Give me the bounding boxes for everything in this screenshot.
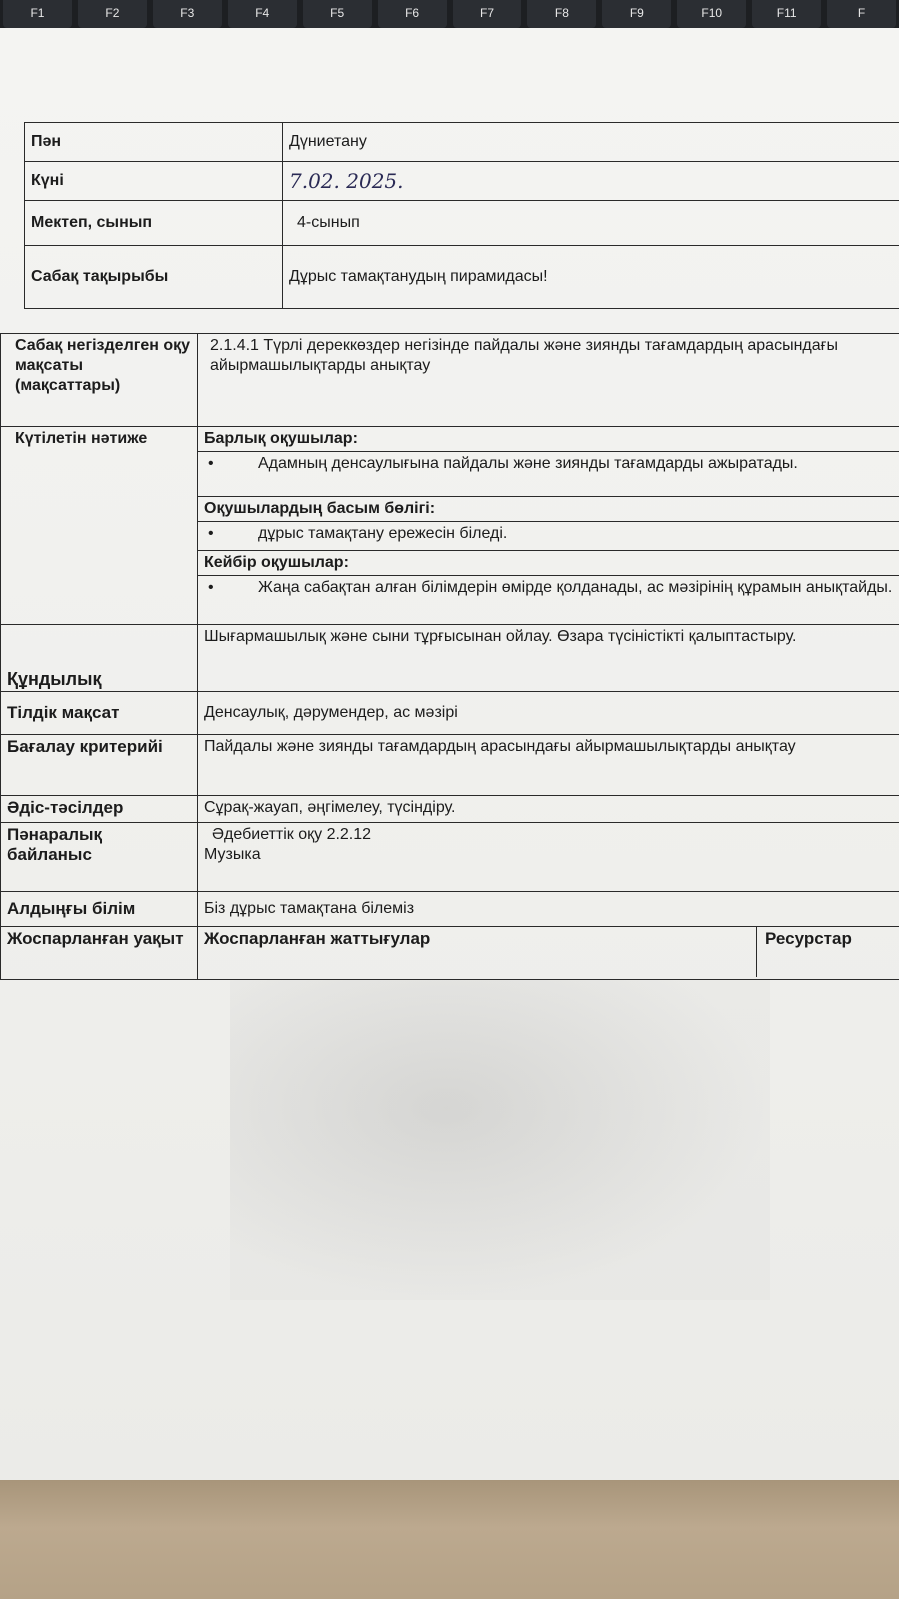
row-objective xyxy=(1,334,899,427)
crosslink-text1: Әдебиеттік оқу 2.2.12 xyxy=(212,826,372,843)
crosslink-text2: Музыка xyxy=(204,846,261,863)
keyboard-key: F5 xyxy=(303,0,372,28)
keyboard-key: F4 xyxy=(228,0,297,28)
group-bullet-item xyxy=(198,576,899,625)
row-language xyxy=(1,692,899,735)
header-value: Дұрыс тамақтанудың пирамидасы! xyxy=(283,246,899,309)
header-value: Дүниетану xyxy=(283,123,899,162)
handwritten-date: 7.02. 2025. xyxy=(283,162,899,201)
bullet: • xyxy=(208,579,214,596)
lesson-plan-table xyxy=(0,333,899,980)
row-planned xyxy=(1,927,899,980)
objective-text: 2.1.4.1 Түрлі дереккөздер негізінде пайдалы және зиянды тағамдардың арасындағы айырмашылықтарды анықтау xyxy=(198,334,899,427)
group-text: Жаңа сабақтан алған білімдерін өмірде қолданады, ас мәзірінің құрамын анықтайды. xyxy=(258,579,893,596)
keyboard-key: F11 xyxy=(752,0,821,28)
group-bullet-item xyxy=(198,452,899,497)
header-label: Сабақ тақырыбы xyxy=(25,246,283,309)
prior-label: Алдыңғы білім xyxy=(1,892,198,927)
values-label: Құндылық xyxy=(1,625,198,692)
header-row-date xyxy=(25,162,899,201)
keyboard-key: F2 xyxy=(78,0,147,28)
assessment-label: Бағалау критерийі xyxy=(1,735,198,796)
row-values xyxy=(1,625,899,692)
header-value: 4-сынып xyxy=(283,201,899,246)
header-row-topic xyxy=(25,246,899,309)
desk-surface xyxy=(0,1480,899,1599)
keyboard-key: F1 xyxy=(3,0,72,28)
bullet: • xyxy=(208,455,214,472)
time-label: Жоспарланған уақыт xyxy=(1,927,198,980)
group-text: дұрыс тамақтану ережесін біледі. xyxy=(258,525,508,542)
keyboard-key: F3 xyxy=(153,0,222,28)
planned-cell xyxy=(198,927,899,980)
header-label: Пән xyxy=(25,123,283,162)
row-outcome xyxy=(1,427,899,452)
keyboard-key: F10 xyxy=(677,0,746,28)
language-label: Тілдік мақсат xyxy=(1,692,198,735)
header-label: Мектеп, сынып xyxy=(25,201,283,246)
keyboard-key: F6 xyxy=(378,0,447,28)
crosslink-cell xyxy=(198,823,899,892)
header-label: Күні xyxy=(25,162,283,201)
row-crosslink xyxy=(1,823,899,892)
group-title: Оқушылардың басым бөлігі: xyxy=(198,497,899,522)
keyboard-key: F xyxy=(827,0,896,28)
bleed-through-image xyxy=(230,980,770,1300)
language-text: Денсаулық, дәрумендер, ас мәзірі xyxy=(198,692,899,735)
bullet: • xyxy=(208,525,214,542)
outcome-label: Күтілетін нәтиже xyxy=(1,427,198,625)
row-methods xyxy=(1,796,899,823)
values-text: Шығармашылық және сыни тұрғысынан ойлау. Өзара түсіністікті қалыптастыру. xyxy=(198,625,899,692)
row-prior xyxy=(1,892,899,927)
resources-label: Ресурстар xyxy=(756,927,899,977)
group-title: Кейбір оқушылар: xyxy=(198,551,899,576)
objective-label: Сабақ негізделген оқу мақсаты (мақсаттары) xyxy=(1,334,198,427)
keyboard-key: F7 xyxy=(453,0,522,28)
keyboard-key: F8 xyxy=(527,0,596,28)
header-row-subject xyxy=(25,123,899,162)
assessment-text: Пайдалы және зиянды тағамдардың арасындағы айырмашылықтарды анықтау xyxy=(198,735,899,796)
header-table xyxy=(24,122,899,309)
activities-label: Жоспарланған жаттығулар xyxy=(204,929,431,948)
header-row-class xyxy=(25,201,899,246)
group-bullet-item xyxy=(198,522,899,551)
group-title: Барлық оқушылар: xyxy=(198,427,899,452)
methods-label: Әдіс-тәсілдер xyxy=(1,796,198,823)
methods-text: Сұрақ-жауап, әңгімелеу, түсіндіру. xyxy=(198,796,899,823)
prior-text: Біз дұрыс тамақтана білеміз xyxy=(198,892,899,927)
row-assessment xyxy=(1,735,899,796)
keyboard-key: F9 xyxy=(602,0,671,28)
group-text: Адамның денсаулығына пайдалы және зиянды тағамдарды ажыратады. xyxy=(258,455,798,472)
crosslink-label: Пәнаралық байланыс xyxy=(1,823,198,892)
